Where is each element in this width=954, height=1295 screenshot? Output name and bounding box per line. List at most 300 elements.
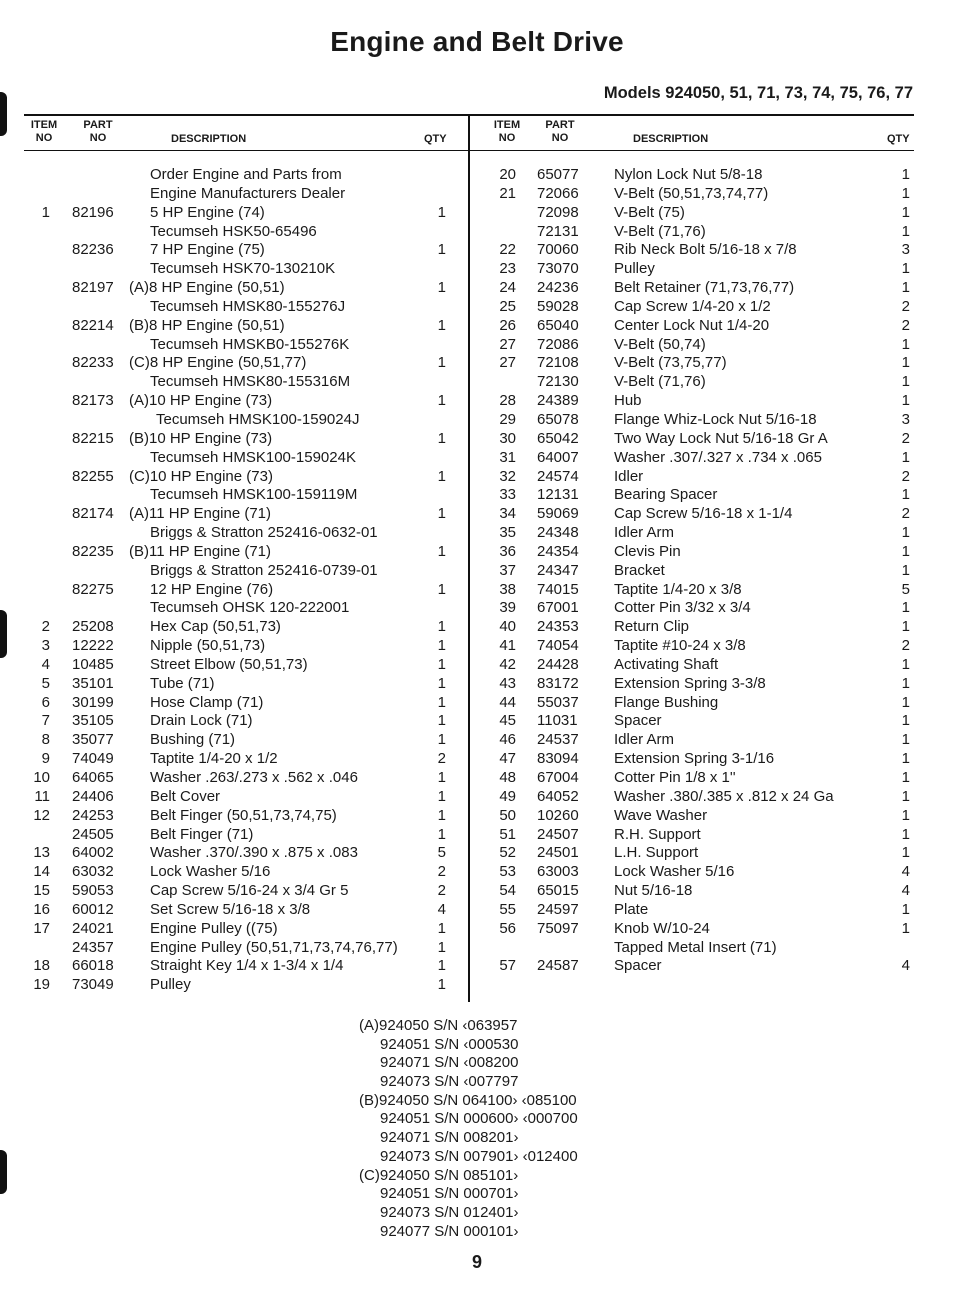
part-description: Center Lock Nut 1/4-20: [614, 316, 770, 334]
part-description: Plate: [614, 900, 649, 918]
quantity: 1: [437, 467, 446, 485]
item-number: 37: [499, 561, 516, 579]
header-item-right: ITEM NO: [493, 119, 521, 144]
quantity: 5: [901, 580, 910, 598]
part-number: 64065: [72, 769, 114, 786]
part-description: (C)8 HP Engine (50,51,77): [129, 354, 307, 372]
quantity: 1: [437, 806, 446, 824]
part-description: Cotter Pin 1/8 x 1'': [614, 769, 736, 786]
quantity: 2: [901, 429, 910, 447]
part-description: Tecumseh HMSK80-155316M: [150, 373, 351, 391]
item-number: 46: [499, 731, 516, 749]
item-number: 23: [499, 260, 516, 278]
part-description: (B)11 HP Engine (71): [129, 542, 272, 560]
part-number: 24574: [537, 467, 579, 485]
serial-note: 924071 S/N 008201›: [380, 1129, 519, 1147]
table-row: [0, 844, 954, 863]
quantity: 1: [437, 429, 446, 447]
part-number: 72066: [537, 184, 579, 202]
part-description: Tecumseh HMSK100-159024K: [150, 448, 356, 466]
table-row: [0, 486, 954, 505]
part-description: (B)10 HP Engine (73): [129, 429, 273, 447]
quantity: 3: [901, 241, 910, 259]
part-number: 24428: [537, 655, 579, 673]
table-row: [0, 543, 954, 562]
part-number: 63003: [537, 863, 579, 881]
part-description: Belt Cover: [150, 787, 221, 805]
quantity: 1: [437, 655, 446, 673]
quantity: 1: [437, 279, 446, 297]
part-number: 83172: [537, 674, 579, 692]
part-number: 82233: [72, 354, 114, 372]
serial-number-notes: [359, 1017, 578, 1241]
quantity: 1: [901, 279, 910, 297]
part-number: 65078: [537, 410, 579, 428]
part-description: Nipple (50,51,73): [150, 637, 266, 655]
item-number: 19: [33, 976, 50, 994]
part-description: 5 HP Engine (74): [150, 203, 265, 221]
quantity: 4: [901, 957, 910, 975]
table-row: [0, 204, 954, 223]
quantity: 2: [901, 637, 910, 655]
item-number: 42: [499, 655, 516, 673]
part-description: R.H. Support: [614, 825, 701, 843]
part-description: Belt Finger (50,51,73,74,75): [150, 806, 337, 824]
part-number: 60012: [72, 900, 114, 918]
quantity: 1: [901, 750, 910, 768]
part-description: Washer .307/.327 x .734 x .065: [614, 448, 822, 466]
part-number: 75097: [537, 919, 579, 937]
quantity: 1: [437, 505, 446, 523]
part-number: 82196: [72, 203, 114, 221]
item-number: 49: [499, 787, 516, 805]
part-number: 82236: [72, 241, 114, 259]
item-number: 31: [499, 448, 516, 466]
part-number: 72130: [537, 373, 579, 391]
part-description: Activating Shaft: [614, 655, 719, 673]
serial-note: (B)924050 S/N 064100› ‹085100: [359, 1091, 577, 1109]
part-number: 10485: [72, 655, 114, 673]
item-number: 25: [499, 297, 516, 315]
part-number: 59053: [72, 882, 114, 900]
item-number: 53: [499, 863, 516, 881]
quantity: 2: [437, 863, 446, 881]
part-number: 82255: [72, 467, 114, 485]
quantity: 4: [901, 863, 910, 881]
item-number: 1: [41, 203, 50, 221]
part-number: 24597: [537, 900, 579, 918]
table-row: [0, 901, 954, 920]
part-description: Taptite 1/4-20 x 3/8: [614, 580, 742, 598]
part-description: Extension Spring 3-1/16: [614, 750, 775, 768]
table-row: [0, 524, 954, 543]
table-row: [0, 241, 954, 260]
part-description: Washer .370/.390 x .875 x .083: [150, 844, 358, 862]
table-row: [0, 430, 954, 449]
part-number: 12222: [72, 637, 114, 655]
quantity: 1: [437, 542, 446, 560]
part-description: Return Clip: [614, 618, 690, 636]
item-number: 27: [499, 335, 516, 353]
part-number: 70060: [537, 241, 579, 259]
quantity: 1: [437, 712, 446, 730]
part-number: 82197: [72, 279, 114, 297]
item-number: 54: [499, 882, 516, 900]
quantity: 1: [901, 448, 910, 466]
item-number: 7: [41, 712, 50, 730]
quantity: 1: [901, 731, 910, 749]
item-number: 12: [33, 806, 50, 824]
quantity: 1: [901, 335, 910, 353]
item-number: 21: [499, 184, 516, 202]
part-description: Engine Pulley ((75): [150, 919, 278, 937]
quantity: 1: [901, 787, 910, 805]
quantity: 1: [901, 166, 910, 183]
part-description: Hub: [614, 392, 642, 410]
part-description: Tecumseh HSK70-130210K: [150, 260, 336, 278]
part-number: 24357: [72, 938, 114, 956]
serial-note: 924077 S/N 000101›: [380, 1222, 519, 1240]
header-part-left: PART NO: [83, 119, 113, 144]
item-number: 2: [41, 618, 50, 636]
quantity: 1: [901, 825, 910, 843]
part-description: Bearing Spacer: [614, 486, 718, 504]
table-row: [0, 788, 954, 807]
part-number: 82214: [72, 316, 114, 334]
part-number: 59069: [537, 505, 579, 523]
quantity: 1: [901, 354, 910, 372]
part-number: 59028: [537, 297, 579, 315]
part-description: Idler Arm: [614, 731, 675, 749]
part-number: 72098: [537, 203, 579, 221]
part-description: Briggs & Stratton 252416-0739-01: [150, 561, 378, 579]
table-row: [0, 449, 954, 468]
table-row: [0, 939, 954, 958]
part-description: Belt Retainer (71,73,76,77): [614, 279, 795, 297]
quantity: 1: [901, 693, 910, 711]
header-rule-right: [470, 150, 914, 151]
part-number: 24354: [537, 542, 579, 560]
part-number: 24537: [537, 731, 579, 749]
part-number: 24507: [537, 825, 579, 843]
quantity: 2: [437, 882, 446, 900]
part-number: 24348: [537, 524, 579, 542]
table-row: [0, 863, 954, 882]
quantity: 1: [437, 316, 446, 334]
part-description: 12 HP Engine (76): [150, 580, 274, 598]
part-description: Tecumseh HMSK100-159024J: [156, 410, 360, 428]
quantity: 1: [901, 900, 910, 918]
part-number: 65042: [537, 429, 579, 447]
part-number: 72086: [537, 335, 579, 353]
part-description: Order Engine and Parts from: [150, 166, 342, 183]
part-description: V-Belt (50,51,73,74,77): [614, 184, 769, 202]
part-number: 64007: [537, 448, 579, 466]
item-number: 56: [499, 919, 516, 937]
part-description: Washer .263/.273 x .562 x .046: [150, 769, 358, 786]
part-description: Engine Pulley (50,51,71,73,74,76,77): [150, 938, 398, 956]
quantity: 1: [901, 769, 910, 786]
quantity: 5: [437, 844, 446, 862]
serial-note: 924071 S/N ‹008200: [380, 1054, 519, 1072]
part-number: 65040: [537, 316, 579, 334]
part-number: 63032: [72, 863, 114, 881]
quantity: 1: [437, 354, 446, 372]
item-number: 33: [499, 486, 516, 504]
part-description: Tapped Metal Insert (71): [614, 938, 777, 956]
header-rule-left: [24, 150, 468, 151]
table-row: [0, 279, 954, 298]
item-number: 41: [499, 637, 516, 655]
part-description: (B)8 HP Engine (50,51): [129, 316, 285, 334]
header-qty-right: QTY: [887, 133, 910, 145]
part-number: 35105: [72, 712, 114, 730]
item-number: 29: [499, 410, 516, 428]
part-number: 24021: [72, 919, 114, 937]
item-number: 15: [33, 882, 50, 900]
part-description: Nut 5/16-18: [614, 882, 693, 900]
serial-note: 924051 S/N 000701›: [380, 1185, 519, 1203]
header-part-right: PART NO: [545, 119, 575, 144]
table-row: [0, 957, 954, 976]
item-number: 52: [499, 844, 516, 862]
table-row: [0, 223, 954, 242]
part-description: Idler Arm: [614, 524, 675, 542]
table-row: [0, 826, 954, 845]
table-row: [0, 336, 954, 355]
parts-table-right: [0, 166, 954, 976]
part-description: 7 HP Engine (75): [150, 241, 265, 259]
part-description: V-Belt (50,74): [614, 335, 706, 353]
part-description: Drain Lock (71): [150, 712, 253, 730]
part-number: 55037: [537, 693, 579, 711]
part-description: Pulley: [150, 976, 191, 994]
quantity: 1: [901, 260, 910, 278]
part-description: Cap Screw 5/16-24 x 3/4 Gr 5: [150, 882, 349, 900]
part-description: Straight Key 1/4 x 1-3/4 x 1/4: [150, 957, 344, 975]
item-number: 3: [41, 637, 50, 655]
part-description: Washer .380/.385 x .812 x 24 Ga: [614, 787, 834, 805]
quantity: 2: [901, 505, 910, 523]
part-description: Tecumseh HMSK80-155276J: [150, 297, 346, 315]
table-row: [0, 185, 954, 204]
part-number: 73049: [72, 976, 114, 994]
table-row: [0, 581, 954, 600]
table-row: [0, 411, 954, 430]
quantity: 2: [901, 297, 910, 315]
part-number: 74015: [537, 580, 579, 598]
item-number: 26: [499, 316, 516, 334]
quantity: 1: [901, 919, 910, 937]
item-number: 22: [499, 241, 516, 259]
part-number: 72131: [537, 222, 579, 240]
quantity: 1: [437, 919, 446, 937]
serial-note: 924051 S/N 000600› ‹000700: [380, 1110, 578, 1128]
part-description: Extension Spring 3-3/8: [614, 674, 766, 692]
binder-hole-mark: [0, 92, 7, 136]
quantity: 1: [901, 712, 910, 730]
quantity: 1: [437, 203, 446, 221]
part-description: Briggs & Stratton 252416-0632-01: [150, 524, 378, 542]
part-description: Two Way Lock Nut 5/16-18 Gr A: [614, 429, 828, 447]
part-number: 24389: [537, 392, 579, 410]
part-description: Bushing (71): [150, 731, 236, 749]
page-number: 9: [471, 1252, 482, 1272]
part-number: 10260: [537, 806, 579, 824]
table-row: [0, 807, 954, 826]
quantity: 1: [901, 373, 910, 391]
item-number: 10: [33, 769, 50, 786]
part-description: Tecumseh HSK50-65496: [150, 222, 317, 240]
quantity: 1: [901, 392, 910, 410]
table-row: [0, 637, 954, 656]
item-number: 6: [41, 693, 50, 711]
item-number: 35: [499, 524, 516, 542]
part-description: Taptite #10-24 x 3/8: [614, 637, 746, 655]
part-description: Tecumseh HMSK100-159119M: [150, 486, 358, 504]
part-number: 24587: [537, 957, 579, 975]
quantity: 1: [437, 787, 446, 805]
table-row: [0, 373, 954, 392]
part-number: 65077: [537, 166, 579, 183]
part-number: 82215: [72, 429, 114, 447]
item-number: 57: [499, 957, 516, 975]
part-description: Bracket: [614, 561, 665, 579]
part-number: 24347: [537, 561, 579, 579]
header-description-left: DESCRIPTION: [171, 133, 247, 145]
part-number: 64002: [72, 844, 114, 862]
part-number: 30199: [72, 693, 114, 711]
part-description: (A)10 HP Engine (73): [129, 392, 273, 410]
quantity: 1: [437, 769, 446, 786]
part-description: Engine Manufacturers Dealer: [150, 184, 346, 202]
quantity: 1: [437, 938, 446, 956]
part-description: Wave Washer: [614, 806, 708, 824]
serial-note: 924073 S/N 012401›: [380, 1203, 519, 1221]
quantity: 1: [437, 618, 446, 636]
part-description: Set Screw 5/16-18 x 3/8: [150, 900, 311, 918]
part-description: V-Belt (71,76): [614, 222, 706, 240]
item-number: 34: [499, 505, 516, 523]
part-number: 82235: [72, 542, 114, 560]
part-number: 35101: [72, 674, 114, 692]
item-number: 51: [499, 825, 516, 843]
part-description: Clevis Pin: [614, 542, 681, 560]
item-number: 13: [33, 844, 50, 862]
item-number: 28: [499, 392, 516, 410]
part-number: 65015: [537, 882, 579, 900]
part-description: Cotter Pin 3/32 x 3/4: [614, 599, 751, 617]
table-row: [0, 694, 954, 713]
item-number: 11: [34, 787, 50, 805]
part-description: Idler: [614, 467, 644, 485]
item-number: 16: [33, 900, 50, 918]
part-description: Taptite 1/4-20 x 1/2: [150, 750, 278, 768]
table-row: [0, 712, 954, 731]
part-description: Knob W/10-24: [614, 919, 710, 937]
part-description: (A)11 HP Engine (71): [129, 505, 272, 523]
part-description: Lock Washer 5/16: [150, 863, 271, 881]
item-number: 36: [499, 542, 516, 560]
table-row: [0, 392, 954, 411]
part-number: 82173: [72, 392, 114, 410]
quantity: 2: [901, 316, 910, 334]
quantity: 1: [437, 693, 446, 711]
part-description: Nylon Lock Nut 5/8-18: [614, 166, 763, 183]
table-row: [0, 769, 954, 788]
quantity: 1: [437, 976, 446, 994]
item-number: 24: [499, 279, 516, 297]
item-number: 9: [41, 750, 50, 768]
part-number: 24505: [72, 825, 114, 843]
part-number: 74049: [72, 750, 114, 768]
table-row: [0, 675, 954, 694]
table-row: [0, 618, 954, 637]
item-number: 32: [499, 467, 516, 485]
part-description: Tecumseh OHSK 120-222001: [150, 599, 350, 617]
table-row: [0, 920, 954, 939]
quantity: 1: [901, 844, 910, 862]
part-description: Hose Clamp (71): [150, 693, 264, 711]
quantity: 1: [901, 806, 910, 824]
part-number: 82275: [72, 580, 114, 598]
part-number: 24253: [72, 806, 114, 824]
item-number: 30: [499, 429, 516, 447]
table-row: [0, 468, 954, 487]
part-number: 64052: [537, 787, 579, 805]
part-description: Cap Screw 1/4-20 x 1/2: [614, 297, 771, 315]
serial-note: 924051 S/N ‹000530: [380, 1035, 519, 1053]
part-description: (A)8 HP Engine (50,51): [129, 279, 285, 297]
quantity: 1: [901, 184, 910, 202]
part-description: Lock Washer 5/16: [614, 863, 735, 881]
item-number: 48: [499, 769, 516, 786]
part-number: 67004: [537, 769, 579, 786]
part-description: L.H. Support: [614, 844, 699, 862]
part-number: 35077: [72, 731, 114, 749]
quantity: 1: [901, 542, 910, 560]
table-row: [0, 599, 954, 618]
table-row: [0, 298, 954, 317]
quantity: 1: [901, 222, 910, 240]
part-number: 24501: [537, 844, 579, 862]
item-number: 55: [499, 900, 516, 918]
part-description: Hex Cap (50,51,73): [150, 618, 281, 636]
item-number: 43: [499, 674, 516, 692]
quantity: 1: [437, 392, 446, 410]
header-item-left: ITEM NO: [30, 119, 58, 144]
table-row: [0, 166, 954, 185]
quantity: 4: [901, 882, 910, 900]
quantity: 4: [437, 900, 446, 918]
quantity: 2: [901, 467, 910, 485]
quantity: 3: [901, 410, 910, 428]
quantity: 1: [901, 486, 910, 504]
part-number: 24353: [537, 618, 579, 636]
part-number: 82174: [72, 505, 114, 523]
part-description: Tube (71): [150, 674, 215, 692]
part-description: Spacer: [614, 712, 662, 730]
item-number: 18: [33, 957, 50, 975]
part-description: Spacer: [614, 957, 662, 975]
serial-note: (A)924050 S/N ‹063957: [359, 1017, 518, 1034]
quantity: 1: [901, 561, 910, 579]
table-row: [0, 260, 954, 279]
part-number: 73070: [537, 260, 579, 278]
part-number: 12131: [537, 486, 579, 504]
table-row: [0, 505, 954, 524]
quantity: 1: [437, 731, 446, 749]
